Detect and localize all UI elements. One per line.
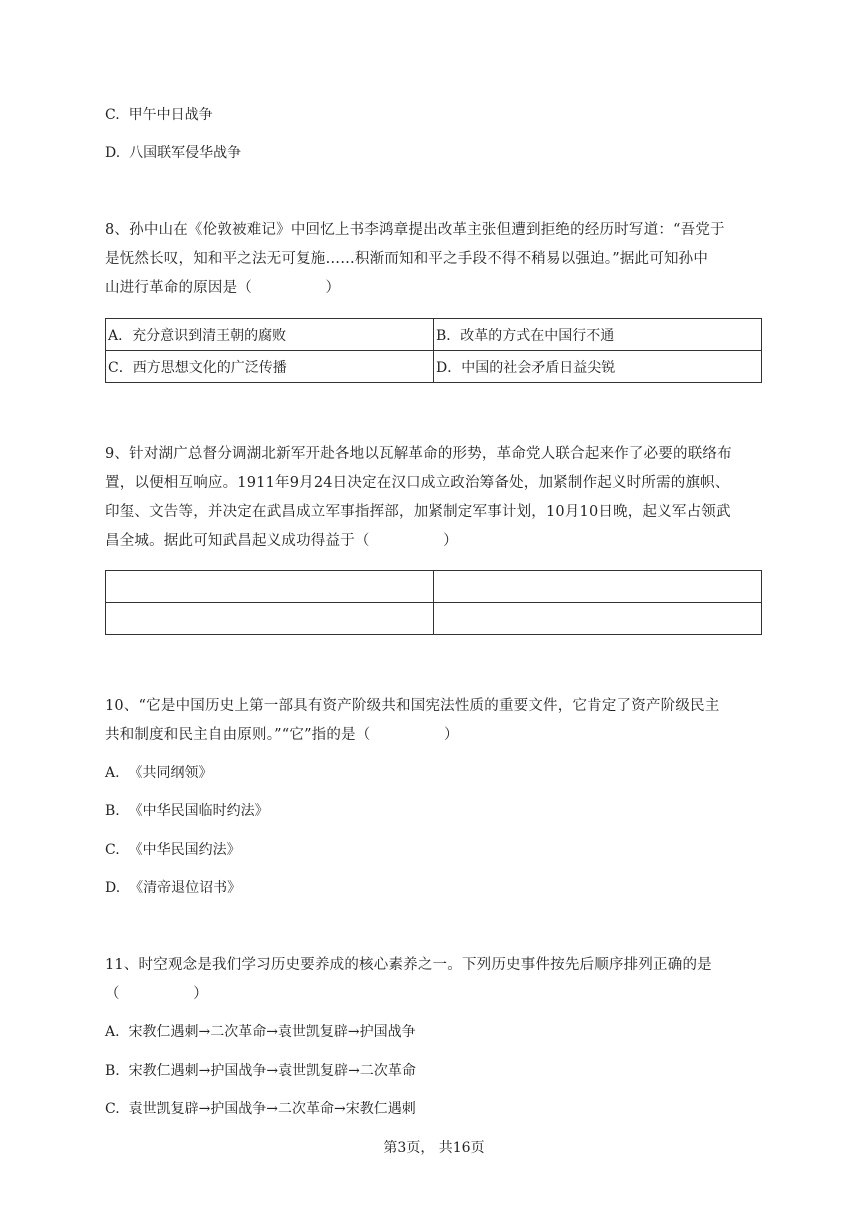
- q9-option-cell: [106, 571, 434, 603]
- q8-option-a: A．充分意识到清王朝的腐败: [106, 319, 434, 351]
- q10-stem-line-1: 10、“它是中国历史上第一部具有资产阶级共和国宪法性质的重要文件，它肯定了资产阶级民主: [105, 698, 720, 714]
- q9-stem-line-2: 置，以便相互响应。1911年9月24日决定在汉口成立政治筹备处，加紧制作起义时所需的旗帜、: [105, 475, 730, 491]
- q7-option-c: C. 甲午中日战争: [105, 107, 213, 123]
- q11-option-c: C. 袁世凯复辟→护国战争→二次革命→宋教仁遇刺: [105, 1101, 416, 1117]
- q9-option-cell: [106, 603, 434, 635]
- q9-stem-line-1: 9、针对湖广总督分调湖北新军开赴各地以瓦解革命的形势，革命党人联合起来作了必要的联络布: [105, 446, 732, 462]
- q11-option-b: B. 宋教仁遇刺→护国战争→袁世凯复辟→二次革命: [105, 1063, 416, 1079]
- q8-option-b: B．改革的方式在中国行不通: [434, 319, 762, 351]
- q9-option-cell: [434, 571, 762, 603]
- page-number-footer: 第3页， 共16页: [383, 1140, 485, 1156]
- q11-stem-line-2: （ ）: [105, 986, 208, 1002]
- q10-option-a: A. 《共同纲领》: [105, 765, 213, 781]
- q8-option-d: D．中国的社会矛盾日益尖锐: [434, 351, 762, 383]
- q9-stem-line-3: 印玺、文告等，并决定在武昌成立军事指挥部，加紧制定军事计划，10月10日晚，起义军占领武: [105, 504, 731, 520]
- q8-stem-line-2: 是怃然长叹，知和平之法无可复施……积渐而知和平之手段不得不稍易以强迫。”据此可知孙中: [105, 251, 709, 267]
- q8-options-table: [105, 318, 762, 383]
- q11-option-a: A. 宋教仁遇刺→二次革命→袁世凯复辟→护国战争: [105, 1024, 416, 1040]
- q8-stem-line-3: 山进行革命的原因是（ ）: [105, 280, 341, 296]
- q9-options-table: [105, 570, 762, 635]
- q8-stem-line-1: 8、孙中山在《伦敦被难记》中回忆上书李鸿章提出改革主张但遭到拒绝的经历时写道：“吾党于: [105, 222, 725, 238]
- q11-stem-line-1: 11、时空观念是我们学习历史要养成的核心素养之一。下列历史事件按先后顺序排列正确的是: [105, 957, 712, 973]
- q8-option-c: C．西方思想文化的广泛传播: [106, 351, 434, 383]
- q9-stem-line-4: 昌全城。据此可知武昌起义成功得益于（ ）: [105, 533, 458, 549]
- q10-option-c: C. 《中华民国约法》: [105, 842, 241, 858]
- q9-option-cell: [434, 603, 762, 635]
- q7-option-d: D. 八国联军侵华战争: [105, 145, 242, 161]
- q10-stem-line-2: 共和制度和民主自由原则。”“它”指的是（ ）: [105, 727, 459, 743]
- q10-option-b: B. 《中华民国临时约法》: [105, 803, 269, 819]
- q10-option-d: D. 《清帝退位诏书》: [105, 880, 242, 896]
